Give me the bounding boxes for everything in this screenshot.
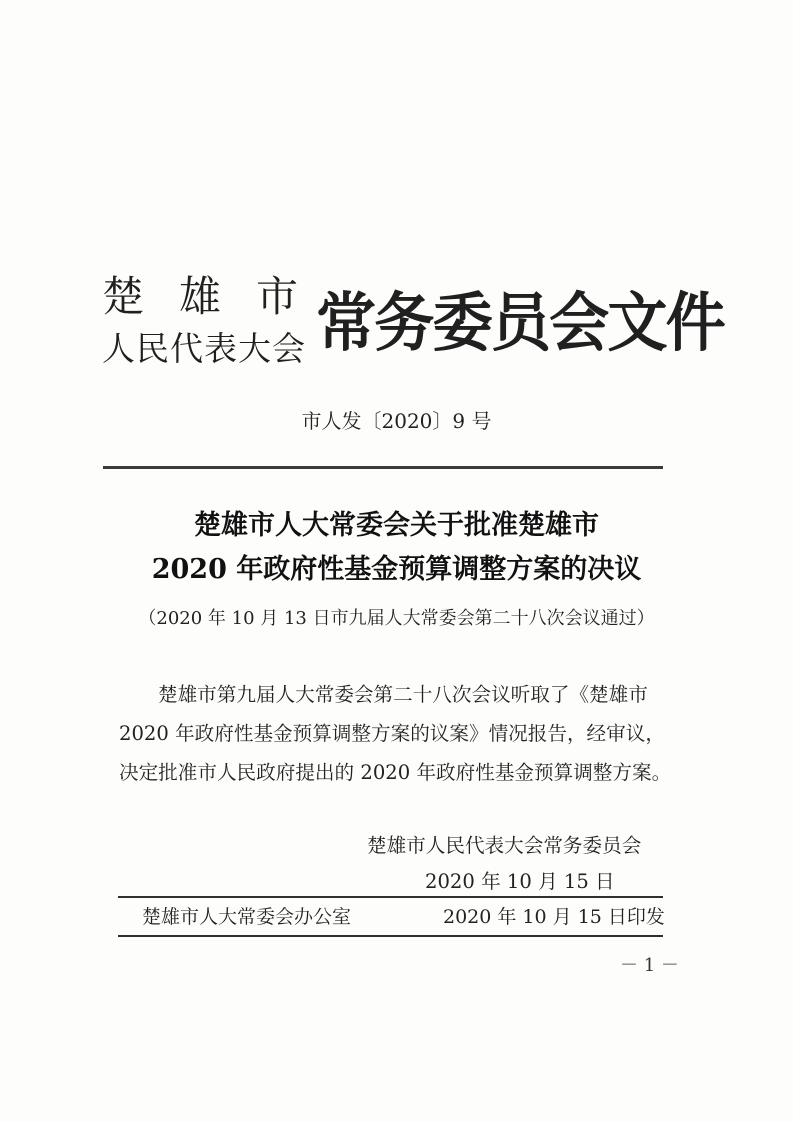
page-number: － 1 － xyxy=(620,955,679,976)
org-name-line-2: 人民代表大会 xyxy=(102,329,306,368)
document-body xyxy=(119,675,679,792)
doc-type-heading: 常务委员会文件 xyxy=(316,287,724,361)
footer-rule-bottom xyxy=(118,935,663,937)
org-name-line-1 xyxy=(102,274,298,320)
signature-date: 2020 年 10 月 15 日 xyxy=(425,870,615,893)
footer-rule-top xyxy=(118,896,663,898)
body-line-3: 决定批准市人民政府提出的 2020 年政府性基金预算调整方案。 xyxy=(119,761,672,784)
signature-block xyxy=(367,828,667,900)
body-line-1: 楚雄市第九届人大常委会第二十八次会议听取了《楚雄市 xyxy=(158,683,648,706)
signature-organization: 楚雄市人民代表大会常务委员会 xyxy=(367,834,642,857)
org-char-3: 市 xyxy=(255,272,298,321)
footer-issue-date: 2020 年 10 月 15 日印发 xyxy=(443,906,665,928)
org-char-2: 雄 xyxy=(178,272,221,321)
org-char-1: 楚 xyxy=(102,272,145,321)
document-header xyxy=(102,268,724,384)
document-subtitle: （2020 年 10 月 13 日市九届人大常委会第二十八次会议通过） xyxy=(138,608,655,629)
document-title xyxy=(0,504,793,592)
title-line-2: 2020 年政府性基金预算调整方案的决议 xyxy=(151,554,642,585)
title-line-1: 楚雄市人大常委会关于批准楚雄市 xyxy=(194,510,599,541)
body-line-2: 2020 年政府性基金预算调整方案的议案》情况报告，经审议， xyxy=(119,722,665,745)
document-number: 市人发〔2020〕9 号 xyxy=(301,409,492,433)
header-divider xyxy=(103,466,663,469)
footer-issuer: 楚雄市人大常委会办公室 xyxy=(142,906,352,928)
